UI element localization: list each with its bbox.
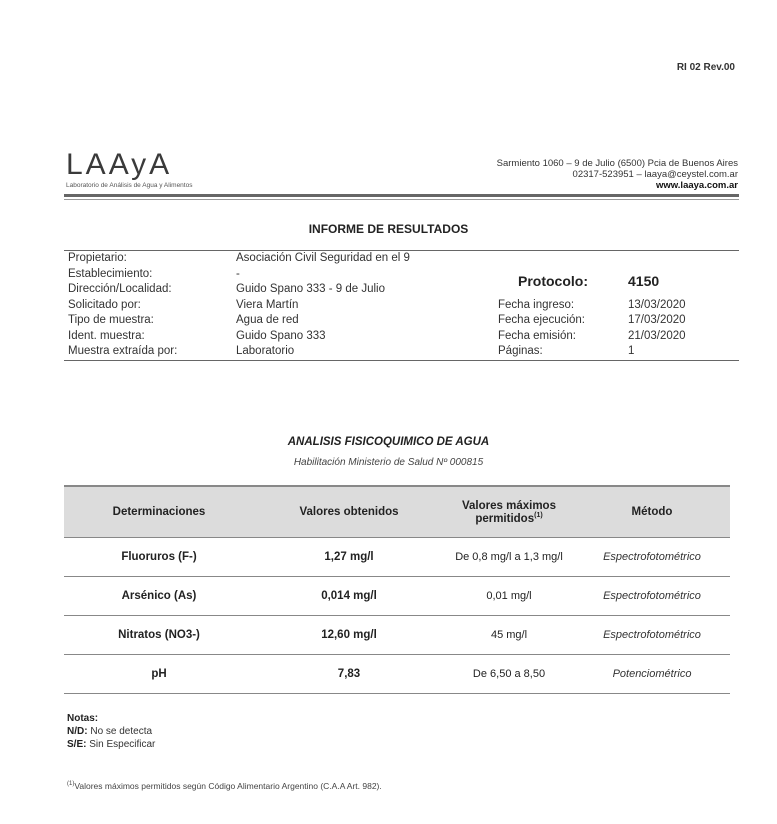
contact-block: [497, 158, 738, 191]
header-valores-obtenidos: Valores obtenidos: [254, 486, 444, 538]
info-value: Agua de red: [236, 314, 299, 326]
note-text: No se detecta: [90, 726, 153, 737]
cell-metodo: Espectrofotométrico: [574, 577, 730, 616]
header-valores-maximos-label: Valores máximos permitidos: [462, 499, 556, 525]
laboratory-logo: [66, 150, 192, 189]
footnote-text: Valores máximos permitidos según Código Alimentario Argentino (C.A.A Art. 982).: [74, 781, 382, 791]
analysis-title: ANALISIS FISICOQUIMICO DE AGUA: [287, 436, 490, 448]
info-label: Establecimiento:: [68, 267, 153, 280]
note-item: [67, 738, 155, 751]
logo-wordmark: LAAyA: [66, 148, 173, 181]
info-value: Laboratorio: [236, 345, 295, 357]
table-row: [64, 655, 730, 694]
cell-metodo: Espectrofotométrico: [574, 538, 730, 577]
cell-valor-maximo: De 0,8 mg/l a 1,3 mg/l: [444, 538, 574, 577]
info-row: [64, 329, 739, 345]
info-right-label: Páginas:: [498, 345, 543, 357]
cell-valor-obtenido: 12,60 mg/l: [254, 616, 444, 655]
contact-website: www.laaya.com.ar: [655, 180, 738, 191]
cell-determinacion: Nitratos (NO3-): [64, 616, 254, 655]
note-text: Sin Especificar: [89, 739, 156, 750]
info-right-label: Fecha ejecución:: [498, 314, 585, 326]
report-title: INFORME DE RESULTADOS: [308, 222, 469, 236]
results-table: [64, 485, 730, 694]
info-value: -: [236, 267, 240, 280]
header-divider-thin: [64, 199, 739, 200]
cell-valor-maximo: 45 mg/l: [444, 616, 574, 655]
contact-address: Sarmiento 1060 – 9 de Julio (6500) Pcia de Buenos Aires: [496, 158, 738, 169]
info-value: Guido Spano 333 - 9 de Julio: [236, 283, 385, 295]
sample-info-block: [64, 250, 739, 361]
header-determinaciones: Determinaciones: [64, 486, 254, 538]
analysis-subtitle: Habilitación Ministerio de Salud Nº 000815: [293, 457, 484, 468]
info-right-value: 13/03/2020: [628, 298, 686, 311]
document-code: RI 02 Rev.00: [676, 62, 735, 73]
notes-heading: Notas:: [67, 713, 99, 724]
info-row: [64, 298, 739, 314]
logo-subtitle: Laboratorio de Análisis de Agua y Alimentos: [66, 182, 193, 189]
cell-valor-obtenido: 0,014 mg/l: [254, 577, 444, 616]
note-abbr: N/D:: [67, 726, 88, 737]
cell-valor-maximo: 0,01 mg/l: [444, 577, 574, 616]
cell-determinacion: Arsénico (As): [64, 577, 254, 616]
info-right-label: Fecha emisión:: [498, 329, 576, 342]
table-row: [64, 538, 730, 577]
footnote-mark: (1): [534, 511, 543, 519]
contact-phone-email: 02317-523951 – laaya@ceystel.com.ar: [572, 169, 738, 180]
info-label: Ident. muestra:: [68, 329, 145, 342]
footnote: [67, 781, 382, 791]
header-metodo: Método: [574, 486, 730, 538]
header-valores-maximos: [444, 486, 574, 538]
info-row: [64, 344, 739, 360]
info-value: Asociación Civil Seguridad en el 9: [236, 252, 410, 264]
info-row: [64, 251, 739, 267]
cell-determinacion: pH: [64, 655, 254, 694]
header-divider: [64, 194, 739, 197]
cell-valor-obtenido: 1,27 mg/l: [254, 538, 444, 577]
info-label: Propietario:: [68, 252, 127, 264]
info-right-label: Fecha ingreso:: [498, 298, 575, 311]
cell-metodo: Espectrofotométrico: [574, 616, 730, 655]
cell-metodo: Potenciométrico: [574, 655, 730, 694]
table-row: [64, 616, 730, 655]
info-right-value: 21/03/2020: [628, 329, 686, 342]
note-abbr: S/E:: [67, 739, 87, 750]
info-right-value: 17/03/2020: [628, 314, 686, 326]
info-label: Solicitado por:: [68, 298, 141, 311]
info-value: Viera Martín: [236, 298, 299, 311]
info-label: Tipo de muestra:: [68, 314, 154, 326]
cell-determinacion: Fluoruros (F-): [64, 538, 254, 577]
footnote-mark: (1): [67, 781, 75, 788]
notes-block: [67, 712, 155, 751]
table-header-row: [64, 486, 730, 538]
protocol-label: Protocolo:: [518, 273, 588, 289]
info-label: Dirección/Localidad:: [68, 283, 172, 295]
info-row: [64, 313, 739, 329]
info-right-value: 1: [628, 345, 635, 357]
cell-valor-obtenido: 7,83: [254, 655, 444, 694]
protocol-number: 4150: [628, 273, 660, 289]
note-item: [67, 725, 155, 738]
info-value: Guido Spano 333: [236, 329, 326, 342]
cell-valor-maximo: De 6,50 a 8,50: [444, 655, 574, 694]
table-row: [64, 577, 730, 616]
info-label: Muestra extraída por:: [68, 345, 178, 357]
